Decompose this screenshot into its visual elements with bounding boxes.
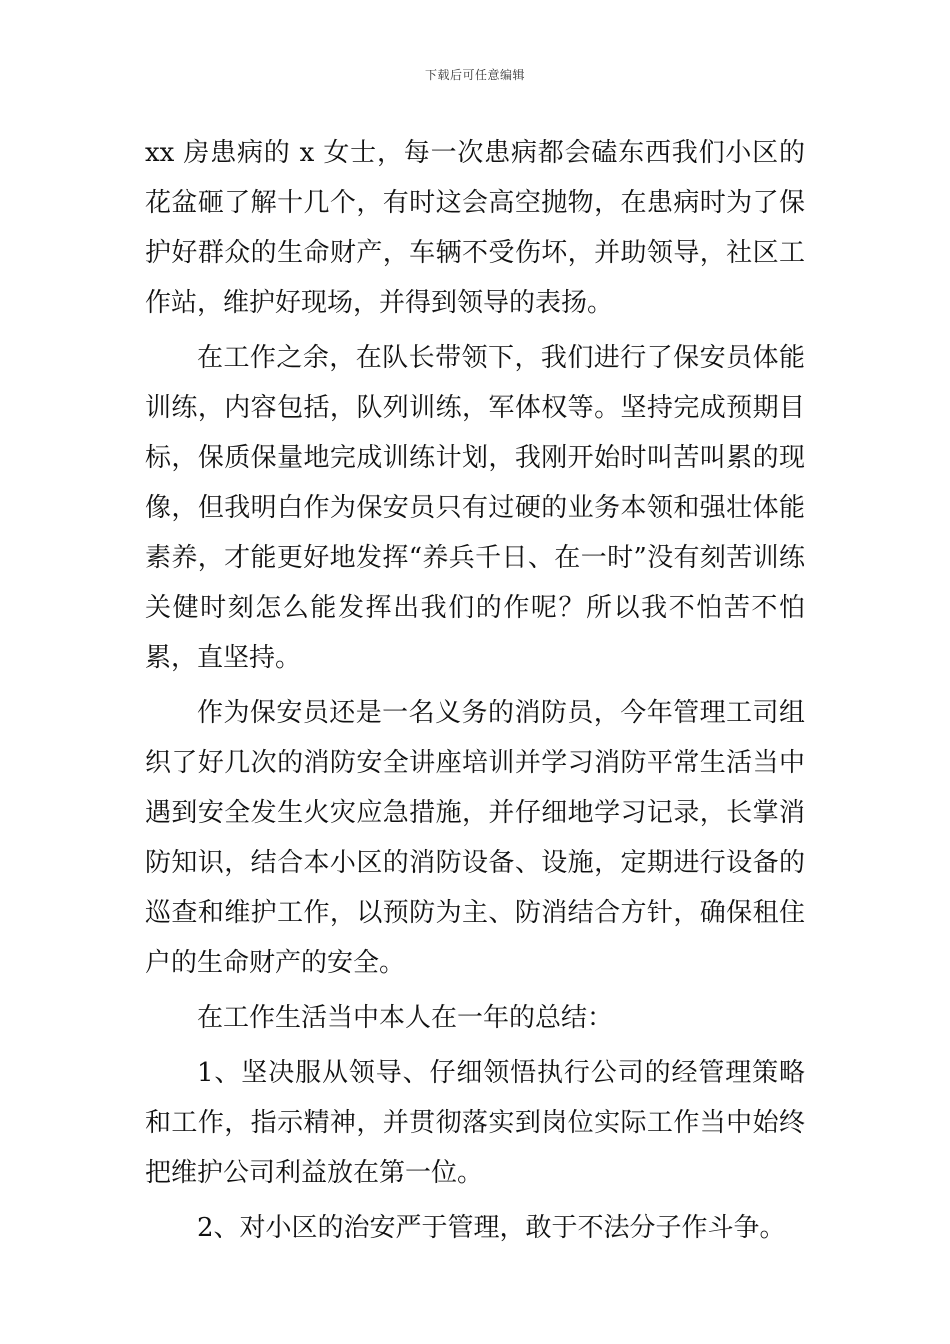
document-body bbox=[145, 128, 805, 1258]
paragraph-2: 在工作之余，在队长带领下，我们进行了保安员体能训练，内容包括，队列训练，军体权等。坚持完成预期目标，保质保量地完成训练计划，我刚开始时叫苦叫累的现像，但我明白作为保安员只有过硬的业务本领和强壮体能素养，才能更好地发挥“养兵千日、在一时”没有刻苦训练关健时刻怎么能发挥出我们的作呢？所以我不怕苦不怕累，直坚持。 bbox=[145, 343, 805, 673]
paragraph-3: 作为保安员还是一名义务的消防员，今年管理工司组织了好几次的消防安全讲座培训并学习消防平常生活当中遇到安全发生火灾应急措施，并仔细地学习记录，长掌消防知识，结合本小区的消防设备、设施，定期进行设备的巡查和维护工作，以预防为主、防消结合方针，确保租住户的生命财产的安全。 bbox=[145, 698, 805, 978]
paragraph-5: 1、坚决服从领导、仔细领悟执行公司的经管理策略和工作，指示精神，并贯彻落实到岗位实际工作当中始终把维护公司利益放在第一位。 bbox=[145, 1058, 805, 1188]
paragraph-6: 2、对小区的治安严于管理，敢于不法分子作斗争。 bbox=[197, 1213, 786, 1243]
page-header: 下载后可任意编辑 bbox=[424, 68, 525, 82]
paragraph-1: xx 房患病的 x 女士，每一次患病都会磕东西我们小区的花盆砸了解十几个，有时这会高空抛物，在患病时为了保护好群众的生命财产，车辆不受伤坏，并助领导，社区工作站，维护好现场，并得到领导的表扬。 bbox=[145, 138, 805, 318]
paragraph-4: 在工作生活当中本人在一年的总结： bbox=[197, 1003, 614, 1033]
